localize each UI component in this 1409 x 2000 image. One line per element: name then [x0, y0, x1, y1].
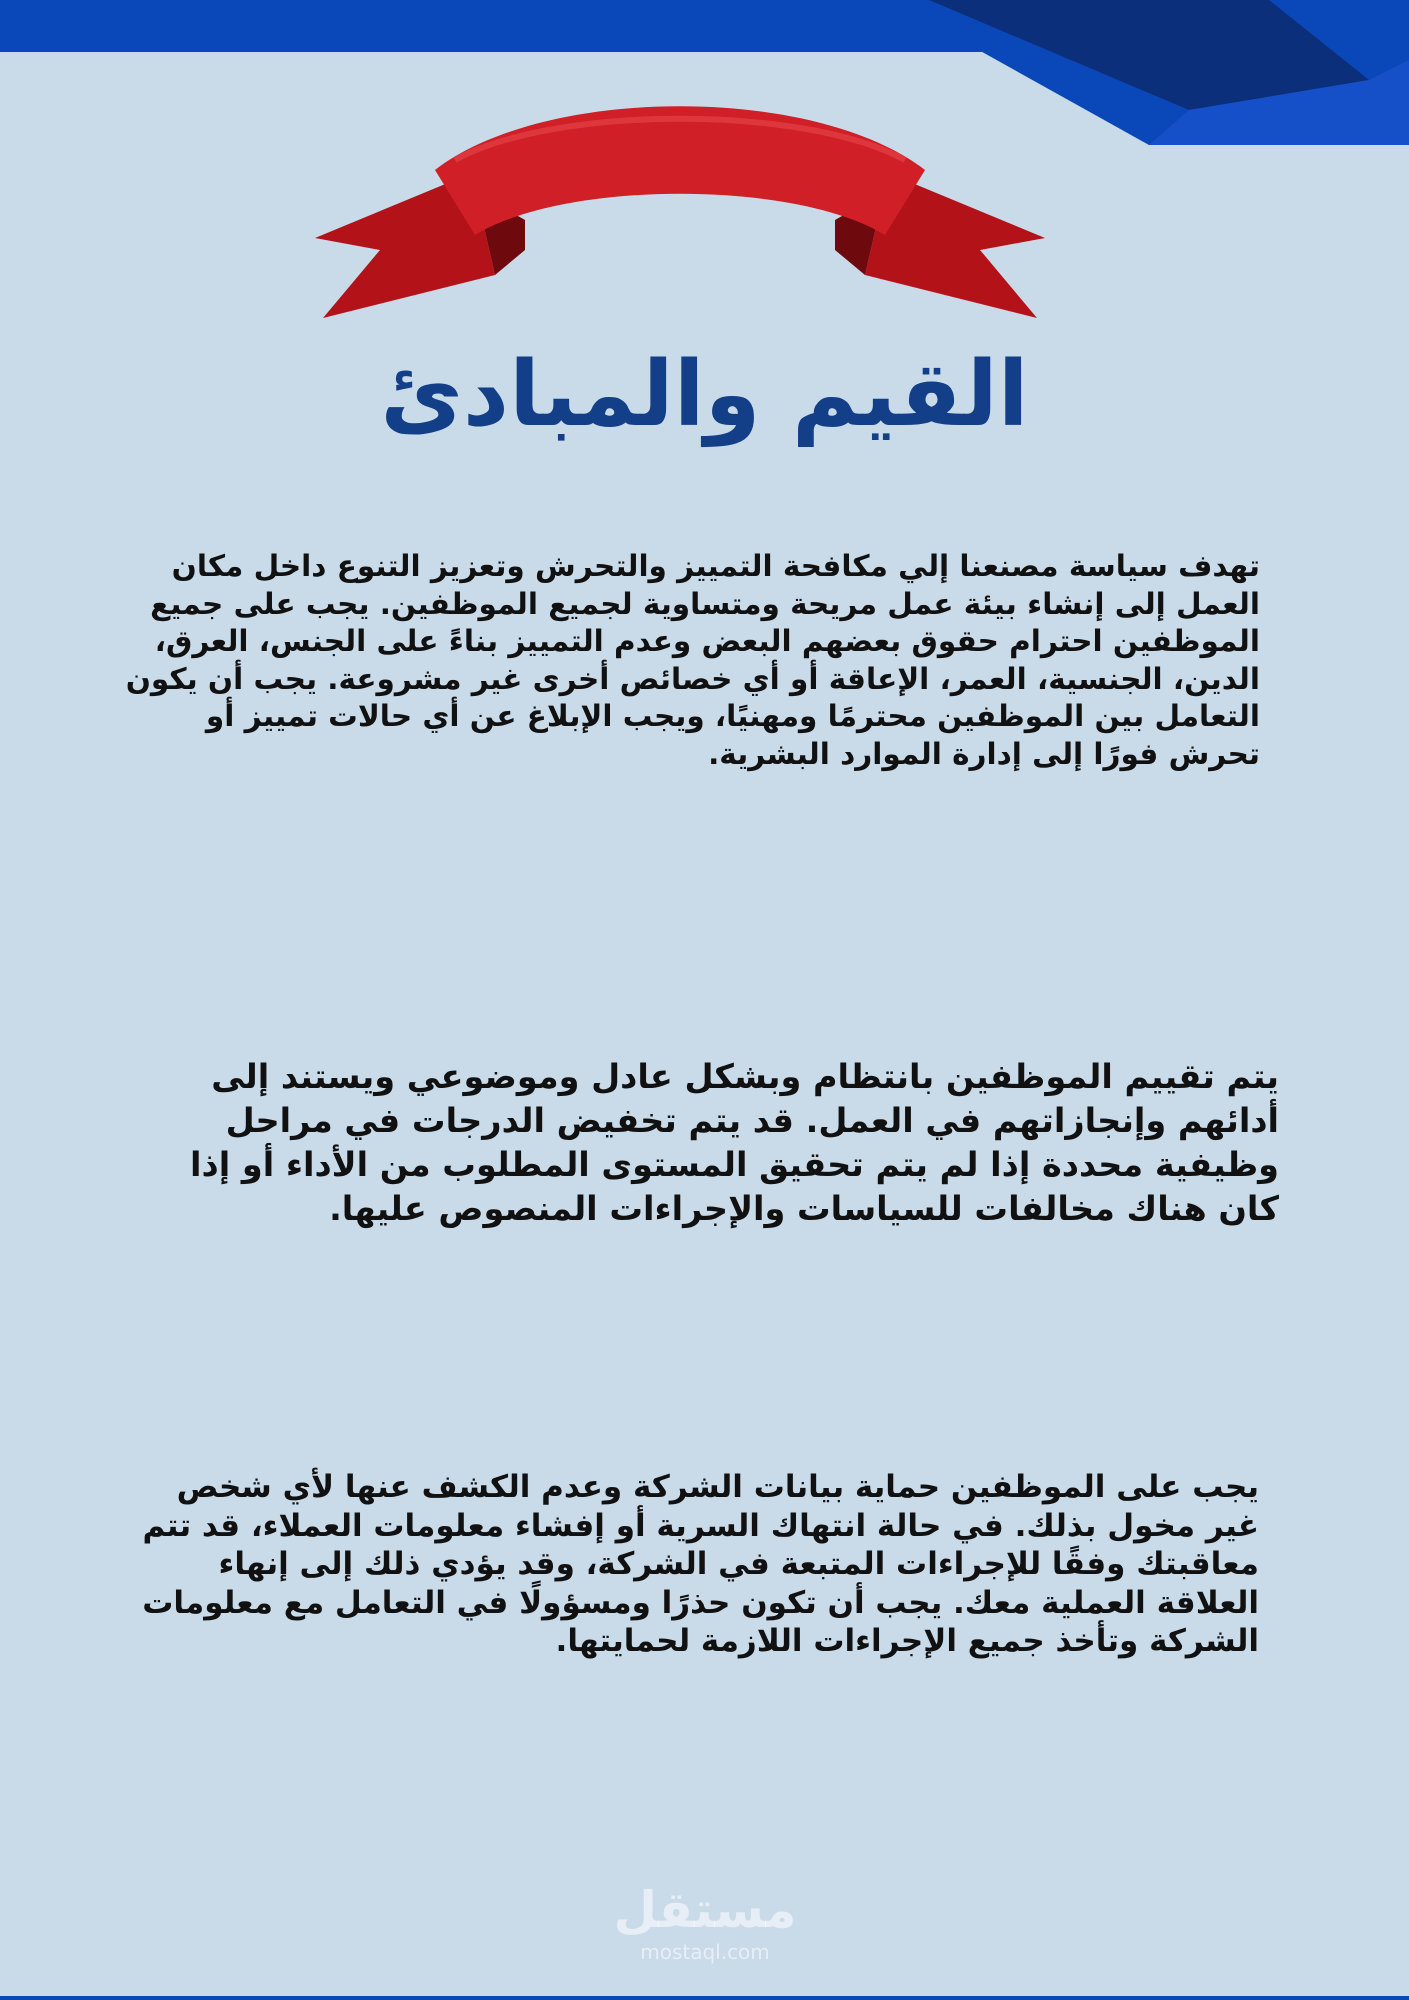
paragraph-anti-discrimination: تهدف سياسة مصنعنا إلي مكافحة التمييز والتحرش وتعزيز التنوع داخل مكان العمل إلى إنشاء بيئة عمل مريحة ومتساوية لجميع الموظفين. يجب على جميع الموظفين احترام حقوق بعضهم البعض وعدم التمييز بناءً على الجنس، العرق، الدين، الجنسية، العمر، الإعاقة أو أي خصائص أخرى غير مشروعة. يجب أن يكون التعامل بين الموظفين محترمًا ومهنيًا، ويجب الإبلاغ عن أي حالات تمييز أو تحرش فورًا إلى إدارة الموارد البشرية. [125, 549, 1260, 771]
paragraph-confidentiality: يجب على الموظفين حماية بيانات الشركة وعدم الكشف عنها لأي شخص غير مخول بذلك. في حالة انتهاك السرية أو إفشاء معلومات العملاء، قد تتم معاقبتك وفقًا للإجراءات المتبعة في الشركة، وقد يؤدي ذلك إلى إنهاء العلاقة العملية معك. يجب أن تكون حذرًا ومسؤولًا في التعامل مع معلومات الشركة وتأخذ جميع الإجراءات اللازمة لحمايتها. [142, 1469, 1259, 1659]
watermark-logo [540, 1880, 870, 1970]
page-title: القيم والمبادئ [380, 342, 1029, 447]
ribbon-banner [295, 100, 1065, 330]
watermark-latin: mostaql.com [640, 1940, 770, 1964]
paragraph-evaluation: يتم تقييم الموظفين بانتظام وبشكل عادل وموضوعي ويستند إلى أدائهم وإنجازاتهم في العمل. قد يتم تخفيض الدرجات في مراحل وظيفية محددة إذا لم يتم تحقيق المستوى المطلوب من الأداء أو إذا كان هناك مخالفات للسياسات والإجراءات المنصوص عليها. [190, 1057, 1279, 1228]
footer-line [0, 1996, 1409, 2000]
watermark-arabic: مستقل [613, 1881, 797, 1939]
